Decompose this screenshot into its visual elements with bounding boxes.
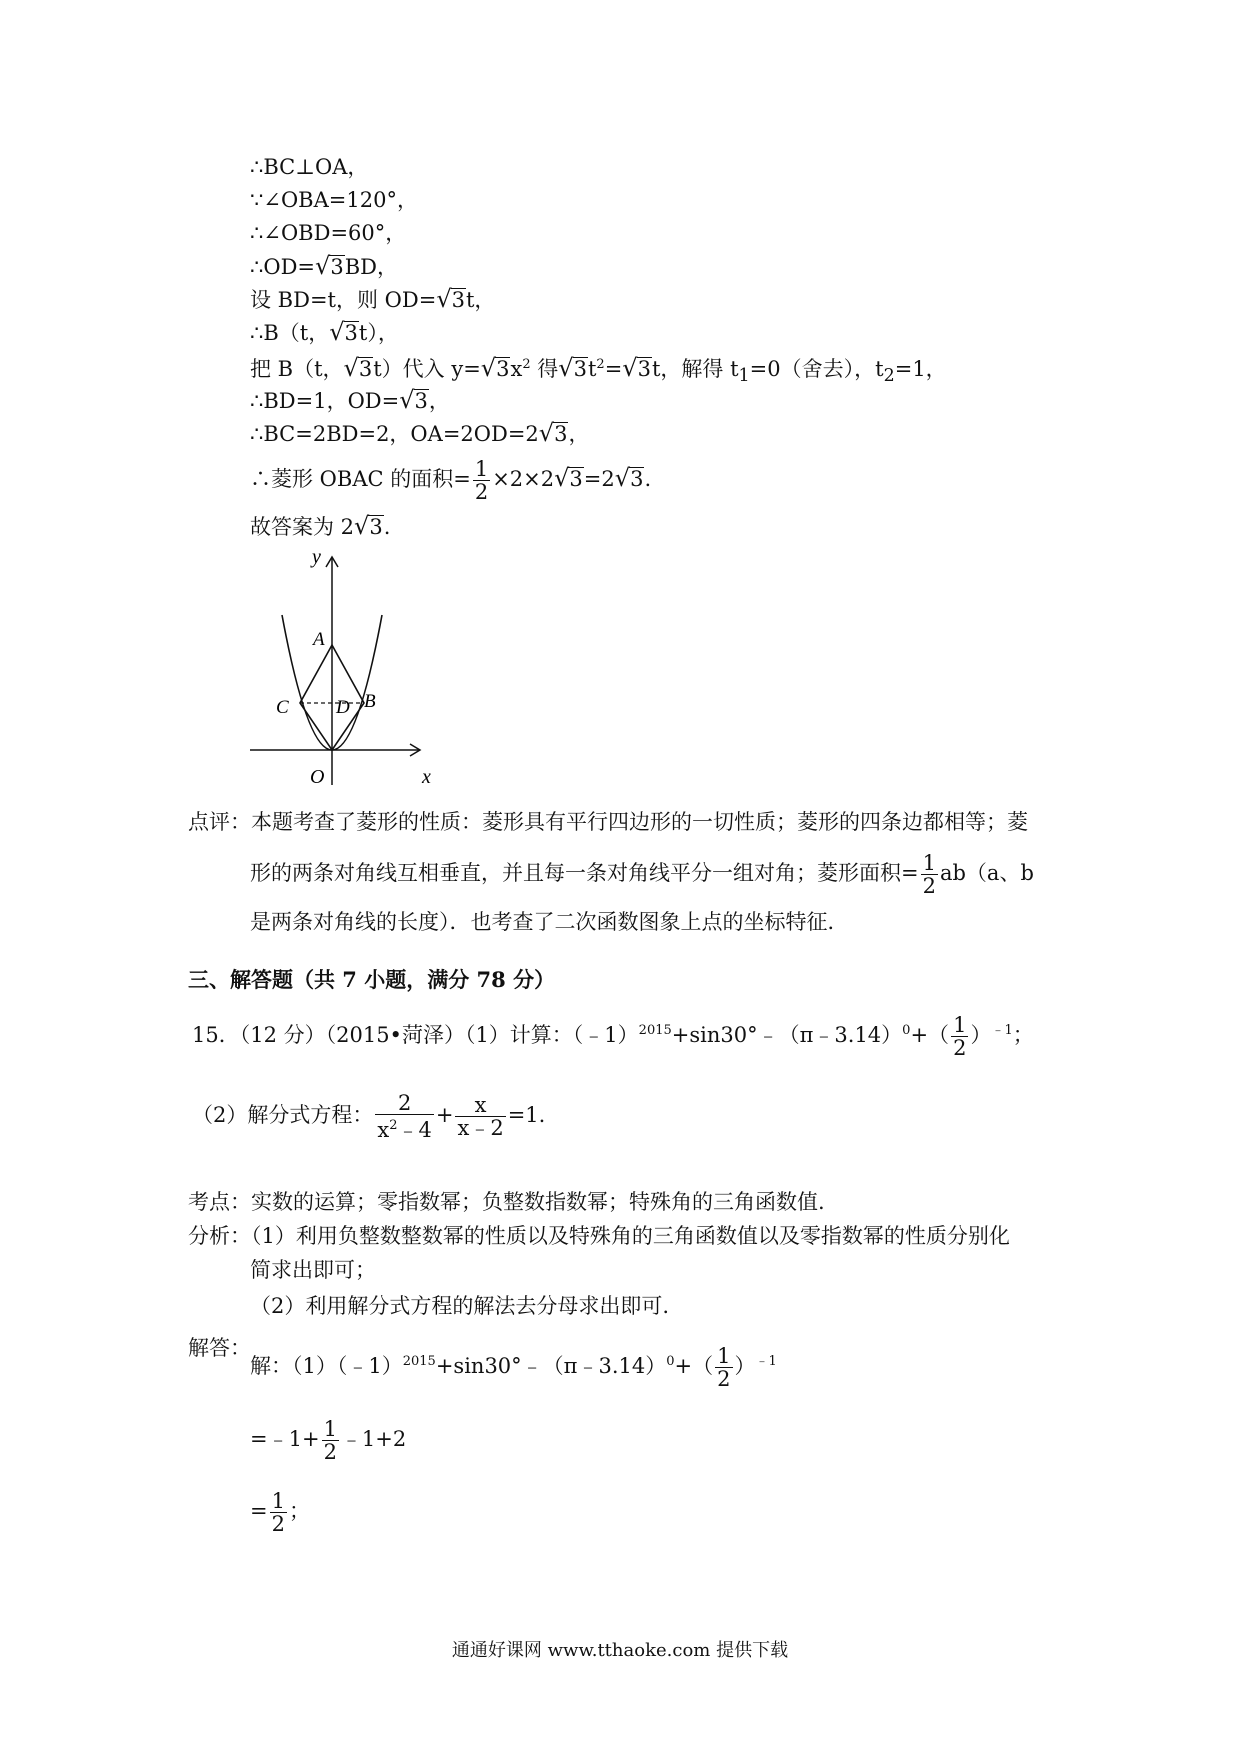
comment-line-2: 形的两条对角线互相垂直，并且每一条对角线平分一组对角；菱形面积= $\frac{1}{2}$ ab（a、b <box>250 851 1034 898</box>
fraction-half: $\frac{1}{2}$ <box>474 457 489 504</box>
comment-label: 点评： <box>188 810 251 834</box>
proof-line-4: ∴OD=√3BD， <box>250 252 398 280</box>
jieda-line-2: =﹣1+ $\frac{1}{2}$ ﹣1+2 <box>250 1417 407 1464</box>
proof-line-11: 故答案为 2√3. <box>250 512 391 540</box>
proof-line-3: ∴∠OBD=60°， <box>250 221 407 245</box>
origin-label: O <box>310 766 325 788</box>
proof-line-8: ∴BD=1，OD=√3， <box>250 386 450 414</box>
fraction-x-over-x-2: $\frac{x}{x﹣2}$ <box>457 1093 504 1140</box>
q15-part1: 15．（12 分）（2015•菏泽）（1）计算：（﹣1）$^{2015}$+sin30°﹣（π﹣3.14）$^0$+（ $\frac{1}{2}$ ）$^{﹣1}$； <box>192 1013 1034 1060</box>
proof-line-2: ∵∠OBA=120°， <box>250 188 418 212</box>
fenxi-line-1: 分析：（1）利用负整数整数幂的性质以及特殊角的三角函数值以及零指数幂的性质分别化 <box>188 1224 1010 1248</box>
proof-line-6: ∴B（t，√3t）， <box>250 318 399 346</box>
x-label: x <box>422 766 431 788</box>
sqrt-sign: √ <box>315 252 331 280</box>
y-label: y <box>312 546 321 568</box>
proof-line-1: ∴BC⊥OA， <box>250 155 369 179</box>
fraction-2-over-x2-4: $\frac{2}{x^2﹣4}$ <box>377 1091 432 1142</box>
jieda-label: 解答： <box>188 1336 251 1360</box>
jieda-line-1: 解：（1）（﹣1）$^{2015}$+sin30°﹣（π﹣3.14）$^0$+（ $\frac{1}{2}$ ）$^{﹣1}$ <box>250 1344 777 1391</box>
proof-line-9: ∴BC=2BD=2，OA=2OD=2√3， <box>250 419 590 447</box>
proof-line-7: 把 B（t，√3t）代入 $y=√3x^2$ 得$√3t^2=√3t$，解得 $t_1=0$（舍去），$t_2=1$， <box>250 354 947 387</box>
proof-line-10: ∴菱形 OBAC 的面积= $\frac{1}{2}$ ×2×2√3=2√3. <box>250 457 652 504</box>
comment-line-1: 点评：本题考查了菱形的性质：菱形具有平行四边形的一切性质；菱形的四条边都相等；菱 <box>188 810 1028 834</box>
kaodian-line: 考点：实数的运算；零指数幂；负整数指数幂；特殊角的三角函数值. <box>188 1190 825 1214</box>
jieda-line-3: = $\frac{1}{2}$ ； <box>250 1489 310 1536</box>
section-title: 三、解答题（共 7 小题，满分 78 分） <box>188 967 556 992</box>
page-footer: 通通好课网 www.tthaoke.com 提供下载 <box>451 1640 789 1661</box>
point-a-label: A <box>313 629 325 650</box>
proof-line-5: 设 BD=t，则 OD=√3t， <box>250 285 496 313</box>
q15-part2: （2）解分式方程： $\frac{2}{x^2﹣4}$ + $\frac{x}{x﹣2}$ =1. <box>192 1091 546 1142</box>
point-c-label: C <box>276 697 289 718</box>
fenxi-line-2: 简求出即可； <box>250 1258 376 1282</box>
point-b-label: B <box>364 691 376 712</box>
point-d-label: D <box>336 697 350 718</box>
fenxi-line-3: （2）利用解分式方程的解法去分母求出即可. <box>250 1294 670 1318</box>
parabola-rhombus-figure <box>240 545 440 795</box>
comment-line-3: 是两条对角线的长度）．也考查了二次函数图象上点的坐标特征． <box>250 910 849 934</box>
